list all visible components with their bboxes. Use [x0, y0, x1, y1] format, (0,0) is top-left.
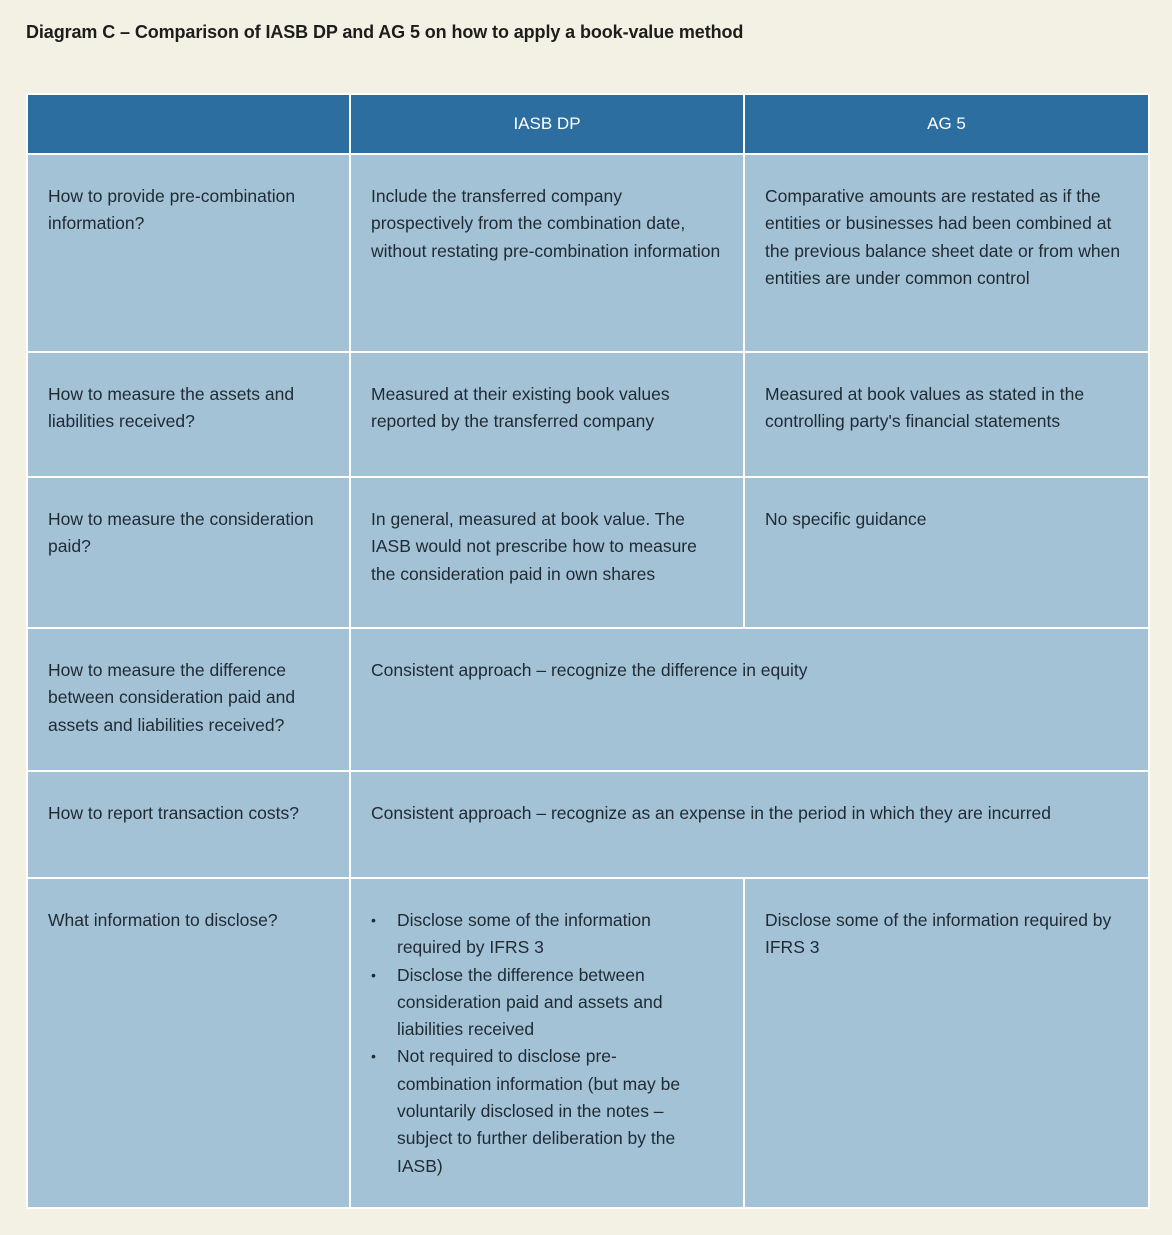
list-item — [371, 1043, 725, 1179]
table-row — [27, 878, 1149, 1208]
header-empty-cell — [27, 94, 350, 154]
iasb-cell: Measured at their existing book values reported by the transferred company — [350, 352, 744, 477]
table-row — [27, 154, 1149, 352]
ag5-cell: Comparative amounts are restated as if the entities or businesses had been combined at the previous balance sheet date or from when entities are under common control — [744, 154, 1149, 352]
question-cell: How to report transaction costs? — [27, 771, 350, 878]
bullet-icon: • — [371, 912, 376, 928]
list-item-text: Disclose the difference between consideration paid and assets and liabilities received — [397, 964, 663, 1040]
header-ag5: AG 5 — [744, 94, 1149, 154]
question-cell: How to measure the consideration paid? — [27, 477, 350, 628]
iasb-cell: Include the transferred company prospectively from the combination date, without restating pre-combination information — [350, 154, 744, 352]
list-item-text: Disclose some of the information required by IFRS 3 — [397, 910, 651, 958]
ag5-cell: No specific guidance — [744, 477, 1149, 628]
header-iasb-dp: IASB DP — [350, 94, 744, 154]
iasb-cell — [350, 878, 744, 1208]
combined-cell: Consistent approach – recognize the difference in equity — [350, 628, 1149, 771]
bullet-icon: • — [371, 966, 376, 983]
list-item-text: Not required to disclose pre-combination information (but may be voluntarily disclosed in the notes – subject to further deliberation by the IASB) — [397, 1046, 681, 1176]
combined-cell: Consistent approach – recognize as an expense in the period in which they are incurred — [350, 771, 1149, 878]
table-row — [27, 477, 1149, 628]
comparison-table — [26, 93, 1150, 1209]
bullet-list — [371, 907, 725, 1180]
question-cell: How to provide pre-combination information? — [27, 154, 350, 352]
question-cell: How to measure the difference between consideration paid and assets and liabilities received? — [27, 628, 350, 771]
list-item — [371, 907, 725, 962]
table-row — [27, 628, 1149, 771]
iasb-cell: In general, measured at book value. The IASB would not prescribe how to measure the consideration paid in own shares — [350, 477, 744, 628]
table-row — [27, 771, 1149, 878]
ag5-cell: Measured at book values as stated in the controlling party's financial statements — [744, 352, 1149, 477]
bullet-icon: • — [371, 1048, 376, 1065]
question-cell: How to measure the assets and liabilities received? — [27, 352, 350, 477]
list-item — [371, 962, 725, 1044]
question-cell: What information to disclose? — [27, 878, 350, 1208]
header-row — [27, 94, 1149, 154]
table-row — [27, 352, 1149, 477]
page-title: Diagram C – Comparison of IASB DP and AG 5 on how to apply a book-value method — [26, 22, 744, 42]
ag5-cell: Disclose some of the information required by IFRS 3 — [744, 878, 1149, 1208]
